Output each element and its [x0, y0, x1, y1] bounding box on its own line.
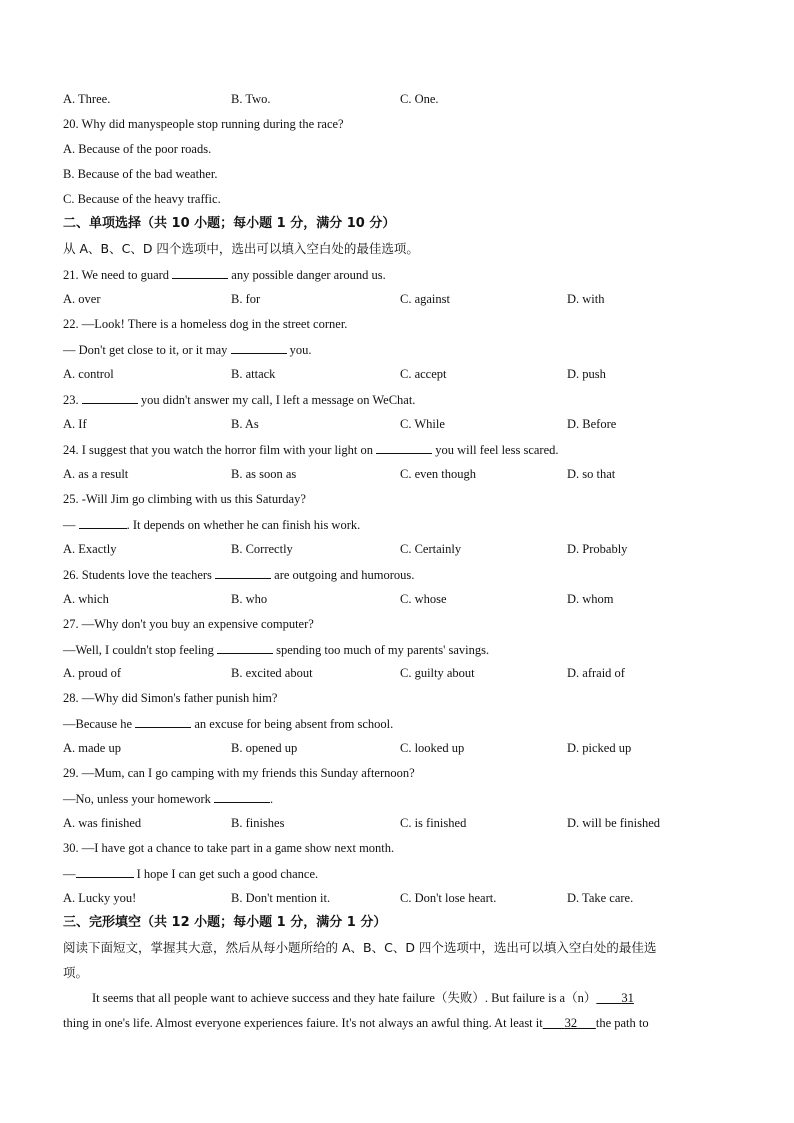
option-b[interactable]: B. opened up	[231, 741, 298, 755]
q22-blank	[231, 340, 287, 354]
q21-blank	[172, 265, 228, 279]
option-a[interactable]: A. over	[63, 292, 101, 306]
option-d[interactable]: D. Take care.	[567, 891, 634, 905]
option-d[interactable]: D. so that	[567, 467, 616, 481]
q27-pre: —Well, I couldn't stop feeling	[63, 643, 217, 657]
q22-pre: — Don't get close to it, or it may	[63, 343, 231, 357]
option-a[interactable]: A. If	[63, 417, 87, 431]
option-c[interactable]: C. against	[400, 292, 450, 306]
q26-blank	[215, 565, 271, 579]
q27-options	[63, 664, 743, 682]
q29-options	[63, 814, 743, 832]
option-a[interactable]: A. Lucky you!	[63, 891, 137, 905]
section3-instruction-1: 阅读下面短文，掌握其大意，然后从每小题所给的 A、B、C、D 四个选项中，选出可以填入空白处的最佳选	[63, 940, 657, 955]
q19-options	[63, 90, 743, 108]
q25-options	[63, 540, 743, 558]
section3-instruction-2: 项。	[63, 965, 89, 980]
q22-line1: 22. —Look! There is a homeless dog in the street corner.	[63, 317, 348, 331]
q20-option-c[interactable]: C. Because of the heavy traffic.	[63, 192, 221, 206]
q23-options	[63, 415, 743, 433]
option-c[interactable]: C. is finished	[400, 816, 467, 830]
q24-blank	[376, 440, 432, 454]
q25-line1: 25. -Will Jim go climbing with us this Saturday?	[63, 492, 306, 506]
option-d[interactable]: D. picked up	[567, 741, 632, 755]
q22-options	[63, 365, 743, 383]
section2-title: 二、单项选择（共 10 小题；每小题 1 分，满分 10 分）	[63, 216, 396, 231]
q30-line1: 30. —I have got a chance to take part in a game show next month.	[63, 841, 395, 855]
q24-stem	[63, 440, 559, 458]
option-b[interactable]: B. attack	[231, 367, 276, 381]
option-a[interactable]: A. control	[63, 367, 114, 381]
option-b[interactable]: B. as soon as	[231, 467, 297, 481]
q27-blank	[217, 640, 273, 654]
q21-post: any possible danger around us.	[228, 268, 386, 282]
q25-stem	[63, 515, 360, 533]
option-d[interactable]: D. will be finished	[567, 816, 661, 830]
option-c[interactable]: C. Don't lose heart.	[400, 891, 497, 905]
q20-option-b[interactable]: B. Because of the bad weather.	[63, 167, 218, 181]
blank-32-number: 32	[564, 1016, 578, 1030]
option-b[interactable]: B. excited about	[231, 666, 313, 680]
q30-blank	[76, 864, 134, 878]
q21-pre: 21. We need to guard	[63, 268, 173, 282]
q24-pre: 24. I suggest that you watch the horror film with your light on	[63, 443, 377, 457]
q22-stem	[63, 340, 312, 358]
q22-post: you.	[286, 343, 312, 357]
q20-option-a[interactable]: A. Because of the poor roads.	[63, 142, 212, 156]
q25-post: . It depends on whether he can finish his work.	[126, 518, 361, 532]
option-c[interactable]: C. Certainly	[400, 542, 462, 556]
q21-stem	[63, 265, 386, 283]
option-a[interactable]: A. Exactly	[63, 542, 117, 556]
option-c[interactable]: C. whose	[400, 592, 447, 606]
passage-text-2: thing in one's life. Almost everyone experiences faiure. It's not always an awful thing. At least it	[63, 1016, 543, 1030]
option-d[interactable]: D. whom	[567, 592, 614, 606]
q30-pre: —	[63, 867, 76, 881]
passage-line-2	[63, 1014, 649, 1032]
option-a[interactable]: A. as a result	[63, 467, 129, 481]
option-a[interactable]: A. Three.	[63, 92, 111, 106]
q29-pre: —No, unless your homework	[63, 792, 215, 806]
option-b[interactable]: B. finishes	[231, 816, 285, 830]
option-b[interactable]: B. Don't mention it.	[231, 891, 331, 905]
blank-31-number: 31	[621, 991, 634, 1005]
q28-pre: —Because he	[63, 717, 136, 731]
q29-post: .	[270, 792, 274, 806]
q30-options	[63, 889, 743, 907]
q20-stem: 20. Why did manyspeople stop running during the race?	[63, 117, 344, 131]
option-c[interactable]: C. While	[400, 417, 445, 431]
q30-post: I hope I can get such a good chance.	[133, 867, 319, 881]
q24-post: you will feel less scared.	[432, 443, 559, 457]
option-a[interactable]: A. which	[63, 592, 109, 606]
q29-stem	[63, 789, 273, 807]
q21-options	[63, 290, 743, 308]
option-c[interactable]: C. One.	[400, 92, 439, 106]
section2-instruction: 从 A、B、C、D 四个选项中，选出可以填入空白处的最佳选项。	[63, 241, 419, 256]
q24-options	[63, 465, 743, 483]
option-b[interactable]: B. who	[231, 592, 268, 606]
q23-post: you didn't answer my call, I left a message on WeChat.	[137, 393, 416, 407]
blank-32[interactable]	[543, 1016, 596, 1030]
q26-post: are outgoing and humorous.	[271, 568, 415, 582]
option-c[interactable]: C. even though	[400, 467, 477, 481]
option-b[interactable]: B. As	[231, 417, 259, 431]
option-a[interactable]: A. made up	[63, 741, 121, 755]
q23-stem	[63, 390, 415, 408]
option-c[interactable]: C. accept	[400, 367, 447, 381]
q23-pre: 23.	[63, 393, 82, 407]
q28-stem	[63, 714, 393, 732]
blank-31[interactable]	[596, 991, 634, 1005]
passage-text-1: It seems that all people want to achieve success and they hate failure（失败）. But failure is a（n）	[92, 991, 597, 1005]
option-b[interactable]: B. Two.	[231, 92, 271, 106]
q23-blank	[82, 390, 138, 404]
option-c[interactable]: C. looked up	[400, 741, 465, 755]
option-a[interactable]: A. was finished	[63, 816, 142, 830]
passage-text-3: the path to	[595, 1016, 649, 1030]
option-d[interactable]: D. push	[567, 367, 606, 381]
q28-post: an excuse for being absent from school.	[191, 717, 394, 731]
q29-line1: 29. —Mum, can I go camping with my friends this Sunday afternoon?	[63, 766, 415, 780]
q29-blank	[214, 789, 270, 803]
passage-line-1	[92, 989, 634, 1007]
q27-line1: 27. —Why don't you buy an expensive computer?	[63, 617, 314, 631]
q28-options	[63, 739, 743, 757]
q26-pre: 26. Students love the teachers	[63, 568, 216, 582]
q25-pre: —	[63, 518, 79, 532]
q26-stem	[63, 565, 414, 583]
option-b[interactable]: B. for	[231, 292, 261, 306]
q27-stem	[63, 640, 489, 658]
q25-blank	[79, 515, 127, 529]
q28-blank	[135, 714, 191, 728]
option-d[interactable]: D. with	[567, 292, 605, 306]
q28-line1: 28. —Why did Simon's father punish him?	[63, 691, 278, 705]
option-d[interactable]: D. Probably	[567, 542, 628, 556]
q30-stem	[63, 864, 318, 882]
q26-options	[63, 590, 743, 608]
option-d[interactable]: D. Before	[567, 417, 617, 431]
section3-title: 三、完形填空（共 12 小题；每小题 1 分，满分 1 分）	[63, 915, 387, 930]
option-c[interactable]: C. guilty about	[400, 666, 475, 680]
option-b[interactable]: B. Correctly	[231, 542, 293, 556]
option-d[interactable]: D. afraid of	[567, 666, 625, 680]
option-a[interactable]: A. proud of	[63, 666, 121, 680]
q27-post: spending too much of my parents' savings.	[273, 643, 490, 657]
